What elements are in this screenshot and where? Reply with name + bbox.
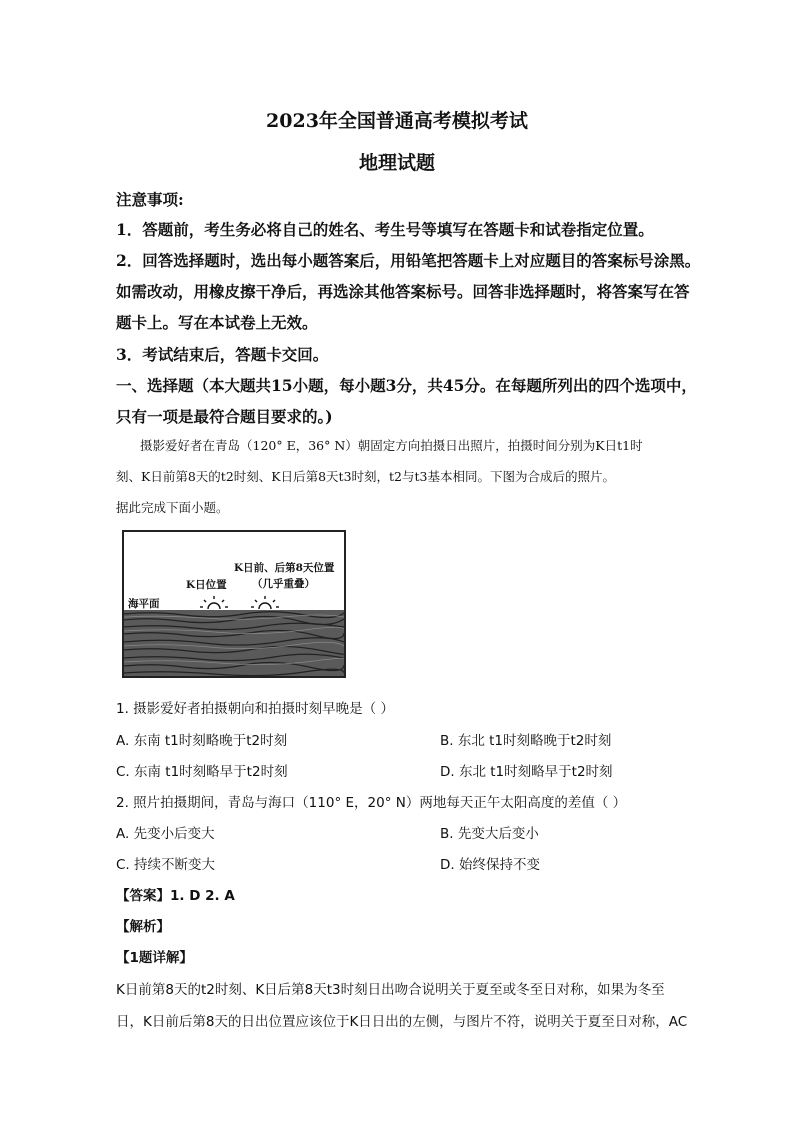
- q2-option-a: A. 先变小后变大: [116, 826, 215, 842]
- q1-option-d: D. 东北 t1时刻略早于t2时刻: [440, 764, 613, 780]
- q2-option-b: B. 先变大后变小: [440, 826, 539, 842]
- exam-title: 2023年全国普通高考模拟考试: [266, 110, 528, 132]
- q1-option-b: B. 东北 t1时刻略晚于t2时刻: [440, 733, 612, 749]
- k-day-position-label: K日位置: [186, 579, 227, 591]
- q1-option-c: C. 东南 t1时刻略早于t2时刻: [116, 764, 288, 780]
- sea-level-label: 海平面: [128, 598, 160, 610]
- k-plus-minus-8-label: K日前、后第8天位置: [234, 562, 335, 574]
- section-heading-cont: 只有一项是最符合题目要求的。): [116, 407, 333, 426]
- notice-item: 1．答题前，考生务必将自己的姓名、考生号等填写在答题卡和试卷指定位置。: [116, 220, 654, 239]
- passage-line: 摄影爱好者在青岛（120° E，36° N）朝固定方向拍摄日出照片，拍摄时间分别为K日t1时: [140, 438, 643, 453]
- notice-heading: 注意事项:: [116, 190, 184, 209]
- exam-subtitle: 地理试题: [358, 152, 435, 174]
- notice-item: 如需改动，用橡皮擦干净后，再选涂其他答案标号。回答非选择题时，将答案写在答: [116, 282, 690, 301]
- question-2-stem: 2. 照片拍摄期间，青岛与海口（110° E，20° N）两地每天正午太阳高度的差值（ ）: [116, 795, 627, 811]
- notice-item: 2．回答选择题时，选出每小题答案后，用铅笔把答题卡上对应题目的答案标号涂黑。: [116, 251, 701, 270]
- k-plus-minus-8-note: （几乎重叠）: [252, 578, 315, 590]
- notice-item: 3．考试结束后，答题卡交回。: [116, 345, 329, 364]
- notice-item: 题卡上。写在本试卷上无效。: [116, 313, 318, 332]
- analysis-heading: 【解析】: [116, 919, 170, 935]
- sun-k-day-icon: [200, 596, 228, 609]
- detail-heading: 【1题详解】: [116, 950, 193, 966]
- question-1-stem: 1. 摄影爱好者拍摄朝向和拍摄时刻早晚是（ ）: [116, 701, 394, 717]
- section-heading: 一、选择题（本大题共15小题，每小题3分，共45分。在每题所列出的四个选项中，: [116, 376, 697, 395]
- passage-line: 刻、K日前第8天的t2时刻、K日后第8天t3时刻，t2与t3基本相同。下图为合成后的照片。: [116, 469, 615, 484]
- detail-line: 日，K日前后第8天的日出位置应该位于K日日出的左侧，与图片不符，说明关于夏至日对称，AC: [116, 1014, 688, 1030]
- sunrise-photo-figure: [122, 530, 346, 678]
- detail-line: K日前第8天的t2时刻、K日后第8天t3时刻日出吻合说明关于夏至或冬至日对称，如果为冬至: [116, 982, 665, 998]
- answer-line: 【答案】1. D 2. A: [116, 888, 235, 904]
- q2-option-c: C. 持续不断变大: [116, 857, 216, 873]
- q2-option-d: D. 始终保持不变: [440, 857, 540, 873]
- q1-option-a: A. 东南 t1时刻略晚于t2时刻: [116, 733, 288, 749]
- passage-line: 据此完成下面小题。: [116, 500, 229, 515]
- sun-k-plus-minus-8-icon: [251, 596, 279, 609]
